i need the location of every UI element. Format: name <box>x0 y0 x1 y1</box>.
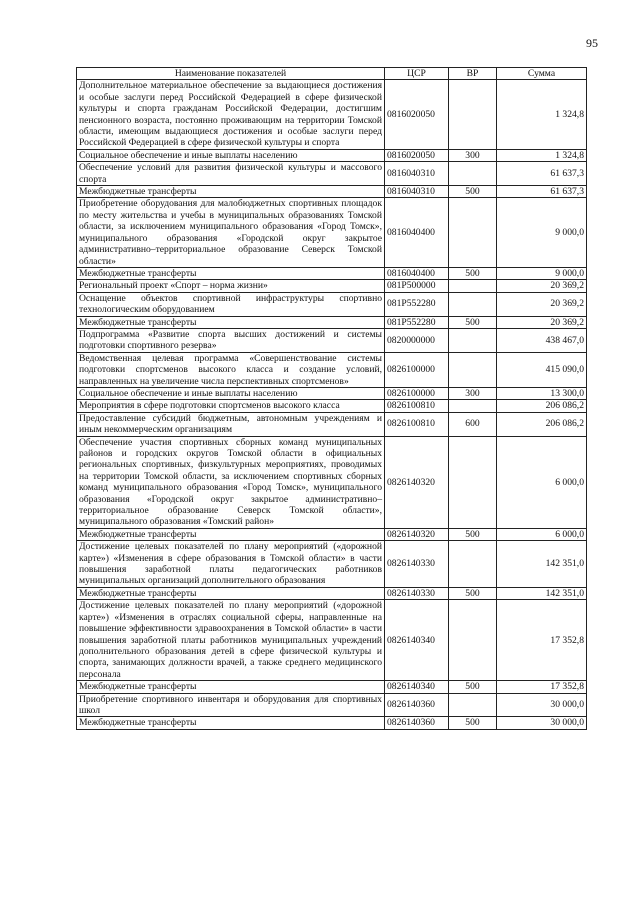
cell-csr: 081P552280 <box>385 292 449 316</box>
cell-sum: 1 324,8 <box>497 80 587 149</box>
cell-sum: 61 637,3 <box>497 162 587 186</box>
cell-name: Региональный проект «Спорт – норма жизни» <box>77 280 385 292</box>
cell-sum: 206 086,2 <box>497 400 587 412</box>
cell-name: Обеспечение участия спортивных сборных команд муниципальных районов и городских округов Томской области в официальных региональных спортивных, физкультурных мероприятиях, проводимых на территории Томской области, за исключением спортивных сборных команд муниципального образования «Город Томск», муниципального образования «Городской округ закрытое административно–территориальное образование Северск Томской области», муниципального образования «Томский район» <box>77 436 385 528</box>
cell-vr <box>449 693 497 717</box>
table-row <box>77 693 587 717</box>
cell-sum: 206 086,2 <box>497 412 587 436</box>
cell-name: Подпрограмма «Развитие спорта высших достижений и системы подготовки спортивного резерва» <box>77 328 385 352</box>
cell-csr: 0826140320 <box>385 436 449 528</box>
table-header-row <box>77 68 587 80</box>
cell-csr: 0826140340 <box>385 600 449 681</box>
cell-sum: 17 352,8 <box>497 681 587 693</box>
cell-csr: 081P552280 <box>385 316 449 328</box>
cell-vr: 300 <box>449 387 497 399</box>
cell-sum: 61 637,3 <box>497 186 587 198</box>
table-row <box>77 387 587 399</box>
budget-table <box>76 67 587 730</box>
cell-name: Межбюджетные трансферты <box>77 717 385 729</box>
cell-csr: 0816040310 <box>385 186 449 198</box>
cell-vr <box>449 328 497 352</box>
cell-vr: 500 <box>449 681 497 693</box>
cell-vr: 300 <box>449 149 497 161</box>
cell-sum: 6 000,0 <box>497 528 587 540</box>
cell-vr <box>449 80 497 149</box>
cell-name: Социальное обеспечение и иные выплаты населению <box>77 149 385 161</box>
cell-sum: 30 000,0 <box>497 717 587 729</box>
cell-vr <box>449 198 497 267</box>
cell-csr: 0816040400 <box>385 267 449 279</box>
cell-csr: 0816040400 <box>385 198 449 267</box>
cell-sum: 438 467,0 <box>497 328 587 352</box>
table-row <box>77 198 587 267</box>
table-row <box>77 186 587 198</box>
cell-csr: 0820000000 <box>385 328 449 352</box>
table-row <box>77 316 587 328</box>
cell-csr: 0816020050 <box>385 80 449 149</box>
table-row <box>77 267 587 279</box>
cell-sum: 9 000,0 <box>497 267 587 279</box>
table-row <box>77 717 587 729</box>
cell-csr: 0826100000 <box>385 352 449 387</box>
cell-name: Социальное обеспечение и иные выплаты населению <box>77 387 385 399</box>
cell-name: Дополнительное материальное обеспечение за выдающиеся достижения и особые заслуги перед Российской Федерацией в сфере физической культуры и спорта гражданам Российской Федерации, достигшим пенсионного возраста, постоянно проживающим на территории Томской области, имеющим выдающиеся достижения и особые заслуги перед Российской Федерацией в сфере физической культуры и спорта <box>77 80 385 149</box>
cell-name: Межбюджетные трансферты <box>77 681 385 693</box>
cell-vr <box>449 352 497 387</box>
table-row <box>77 149 587 161</box>
table-row <box>77 280 587 292</box>
cell-name: Обеспечение условий для развития физической культуры и массового спорта <box>77 162 385 186</box>
cell-name: Межбюджетные трансферты <box>77 316 385 328</box>
cell-vr: 500 <box>449 717 497 729</box>
cell-csr: 0826140360 <box>385 693 449 717</box>
cell-csr: 0826140330 <box>385 587 449 599</box>
cell-sum: 20 369,2 <box>497 292 587 316</box>
cell-name: Предоставление субсидий бюджетным, автономным учреждениям и иным некоммерческим организациям <box>77 412 385 436</box>
cell-name: Приобретение оборудования для малобюджетных спортивных площадок по месту жительства и учебы в муниципальных образованиях Томской области, за исключением муниципального образования «Город Томск», муниципального образования «Городской округ закрытое административно–территориальное образование Северск Томской области» <box>77 198 385 267</box>
cell-sum: 142 351,0 <box>497 541 587 588</box>
cell-vr: 500 <box>449 316 497 328</box>
cell-sum: 9 000,0 <box>497 198 587 267</box>
cell-name: Приобретение спортивного инвентаря и оборудования для спортивных школ <box>77 693 385 717</box>
table-row <box>77 328 587 352</box>
table-row <box>77 400 587 412</box>
cell-sum: 13 300,0 <box>497 387 587 399</box>
header-sum: Сумма <box>497 68 587 80</box>
table-row <box>77 600 587 681</box>
cell-csr: 0816040310 <box>385 162 449 186</box>
cell-csr: 0826100810 <box>385 400 449 412</box>
table-row <box>77 80 587 149</box>
cell-name: Достижение целевых показателей по плану мероприятий («дорожной карте») «Изменения в отраслях социальной сферы, направленные на повышение эффективности здравоохранения в Томской области» в части повышения заработной платы работников муниципальных учреждений дополнительного образования детей в сфере физической культуры и спорта, занимающих должности врачей, а также среднего медицинского персонала <box>77 600 385 681</box>
table-row <box>77 412 587 436</box>
table-row <box>77 292 587 316</box>
table-row <box>77 352 587 387</box>
header-vr: ВР <box>449 68 497 80</box>
table-row <box>77 587 587 599</box>
cell-sum: 20 369,2 <box>497 316 587 328</box>
page-number: 95 <box>586 36 598 50</box>
cell-csr: 0826100810 <box>385 412 449 436</box>
cell-name: Межбюджетные трансферты <box>77 528 385 540</box>
cell-vr: 500 <box>449 186 497 198</box>
table-row <box>77 162 587 186</box>
cell-csr: 0816020050 <box>385 149 449 161</box>
cell-name: Мероприятия в сфере подготовки спортсменов высокого класса <box>77 400 385 412</box>
cell-sum: 30 000,0 <box>497 693 587 717</box>
cell-vr: 500 <box>449 587 497 599</box>
cell-name: Межбюджетные трансферты <box>77 267 385 279</box>
cell-sum: 142 351,0 <box>497 587 587 599</box>
cell-name: Межбюджетные трансферты <box>77 186 385 198</box>
cell-csr: 081P500000 <box>385 280 449 292</box>
cell-sum: 17 352,8 <box>497 600 587 681</box>
header-csr: ЦСР <box>385 68 449 80</box>
cell-vr <box>449 400 497 412</box>
cell-csr: 0826140330 <box>385 541 449 588</box>
cell-vr: 500 <box>449 528 497 540</box>
cell-sum: 6 000,0 <box>497 436 587 528</box>
cell-vr <box>449 600 497 681</box>
table-row <box>77 541 587 588</box>
cell-csr: 0826140360 <box>385 717 449 729</box>
cell-name: Оснащение объектов спортивной инфраструктуры спортивно технологическим оборудованием <box>77 292 385 316</box>
cell-name: Достижение целевых показателей по плану мероприятий («дорожной карте») «Изменения в сфере образования в Томской области» в части повышения заработной платы педагогических работников муниципальных организаций дополнительного образования <box>77 541 385 588</box>
cell-vr <box>449 280 497 292</box>
header-name: Наименование показателей <box>77 68 385 80</box>
cell-csr: 0826100000 <box>385 387 449 399</box>
cell-vr: 600 <box>449 412 497 436</box>
cell-csr: 0826140340 <box>385 681 449 693</box>
cell-sum: 20 369,2 <box>497 280 587 292</box>
cell-name: Ведомственная целевая программа «Совершенствование системы подготовки спортсменов высокого класса и создание условий, направленных на увеличение числа перспективных спортсменов» <box>77 352 385 387</box>
cell-vr <box>449 292 497 316</box>
cell-sum: 415 090,0 <box>497 352 587 387</box>
cell-sum: 1 324,8 <box>497 149 587 161</box>
cell-vr: 500 <box>449 267 497 279</box>
table-row <box>77 528 587 540</box>
table-row <box>77 681 587 693</box>
cell-name: Межбюджетные трансферты <box>77 587 385 599</box>
cell-vr <box>449 541 497 588</box>
cell-vr <box>449 436 497 528</box>
table-row <box>77 436 587 528</box>
cell-csr: 0826140320 <box>385 528 449 540</box>
cell-vr <box>449 162 497 186</box>
